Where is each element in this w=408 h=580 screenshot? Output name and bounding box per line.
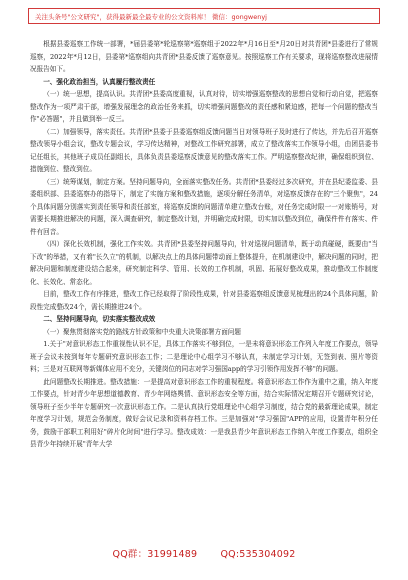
promo-banner [28, 8, 380, 24]
footer-qq-group: QQ群：31991489 [112, 549, 198, 560]
promo-banner-text: 关注头条号"公文研究"，获得最新最全最专业的公文资料库！ 微信：gongwenyj [35, 12, 267, 21]
section-heading-1: 一、强化政治担当，认真履行整改责任 [43, 77, 156, 86]
document-body [30, 38, 378, 451]
body-paragraph: 此问题整改长期推进。整改措施：一是提高对意识形态工作的重视程度。将意识形态工作作为重中之重，纳入年度工作要点，针对青少年思想道德教育、青少年网络舆情、意识形态安全等方面，结合实际情况定期召开专题研究讨论，领导班子至少半年专题研究一次意识形态工作。二是认真执行党组理论中心组学习制度，结合党的最新理论成果，制定年度学习计划，规范会务制度，做好会议记录和资料存档工作。三是加强对"学习强国"APP的应用，设置青年积分任务，鼓励干部职工利用好"碎片化时间"进行学习。整改成效：一是我县青少年意识形态工作纳入年度工作要点，组织全县青少年持续开展"青年大学 [30, 377, 378, 448]
body-paragraph: （二）加强领导，落实责任。共青团*县委于县委巡察组反馈问题当日对领导班子及时进行了传达，并先后召开巡察整改领导小组会议，整改专题会议，学习传达精神，对整改工作研究部署，成立了整改落实工作领导小组，由团县委书记任组长，其他班子成员任副组长，具体负责县委巡察反馈意见的整改落实工作。严明巡察整改纪律，确保组织到位、措施到位、整改到位。 [30, 127, 378, 173]
intro-paragraph: 根据县委巡察工作统一部署，*届县委第*轮巡察第*巡察组于2022年*月16日至*月20日对共青团*县委进行了常规巡察，2022年*月12日，县委第*巡察组向共青团*县委反馈了巡察意见。按照巡察工作有关要求，现将巡察整改进展情况报告如下。 [30, 40, 378, 73]
body-paragraph: （一）统一思想，提高认识。共青团*县委高度重视，认真对待，切实增强巡察整改的思想自觉和行动自觉，把巡察整改作为一项严肃干部，增强发展理念的政治任务来抓，切实增强问题整改的责任感和紧迫感，把每一个问题的整改当作"必答题"，并且做到举一反三。 [30, 90, 378, 123]
section-heading-2: 二、坚持问题导向，切实落实整改成效 [43, 315, 156, 323]
page-footer [0, 546, 408, 560]
body-paragraph: （四）深化长效机制，强化工作实效。共青团*县委坚持问题导向，针对巡视问题清单，既于动真碰硬，既要由"当下改"的举措，又有着"长久立"的机制，以解决点上的具体问题带动面上整体提升，在机制建设中，解决问题的同时，把解决问题和制度建设结合起来，研究制定科学、管用、长效的工作机制，巩固、拓展好整改成果，推动整改工作制度化、长效化、常态化。 [30, 240, 378, 286]
footer-qq: QQ:535304092 [220, 549, 296, 560]
body-paragraph: 目前，整改工作有序推进，整改工作已经取得了阶段性成果，针对县委巡察组反馈意见梳理出的24个具体问题，阶段性完成整改24个，需长期推进24个。 [30, 290, 378, 311]
body-paragraph: 1.关于"对意识形态工作重视性认识不足，具体工作落实不够到位，一是未将意识形态工作列入年度工作要点，领导班子会议未按到每年专题研究意识形态工作；二是理论中心组学习不够认真，未制定学习计划，无签到表、照片等资料；三是对互联网等新媒体应用不充分，关键岗位的同志对学习强国app的学习引领作用发挥不够"的问题。 [30, 340, 378, 373]
subsection-heading: （一）聚焦贯彻落实党的路线方针政策和中央重大决策部署方面问题 [43, 327, 241, 336]
body-paragraph: （三）统筹谋划，制定方案。坚持问题导向，全面落实整改任务。共青团*县委经过多次研究，并在县纪委监委、县委组织部、县委巡察办的指导下，制定了实施方案和整改措施，逐项分解任务清单，对巡察反馈存在的"三个聚焦"，24个具体问题分别落实到责任领导和责任部室，将巡察反馈的问题清单建立整改台账，对任务完成时限一一对账销号，对需要长期推进解决的问题，深入调查研究，制定整改计划，并明确完成时限，切实加以整改到位，确保件件有落实、件件有回音。 [30, 177, 378, 236]
